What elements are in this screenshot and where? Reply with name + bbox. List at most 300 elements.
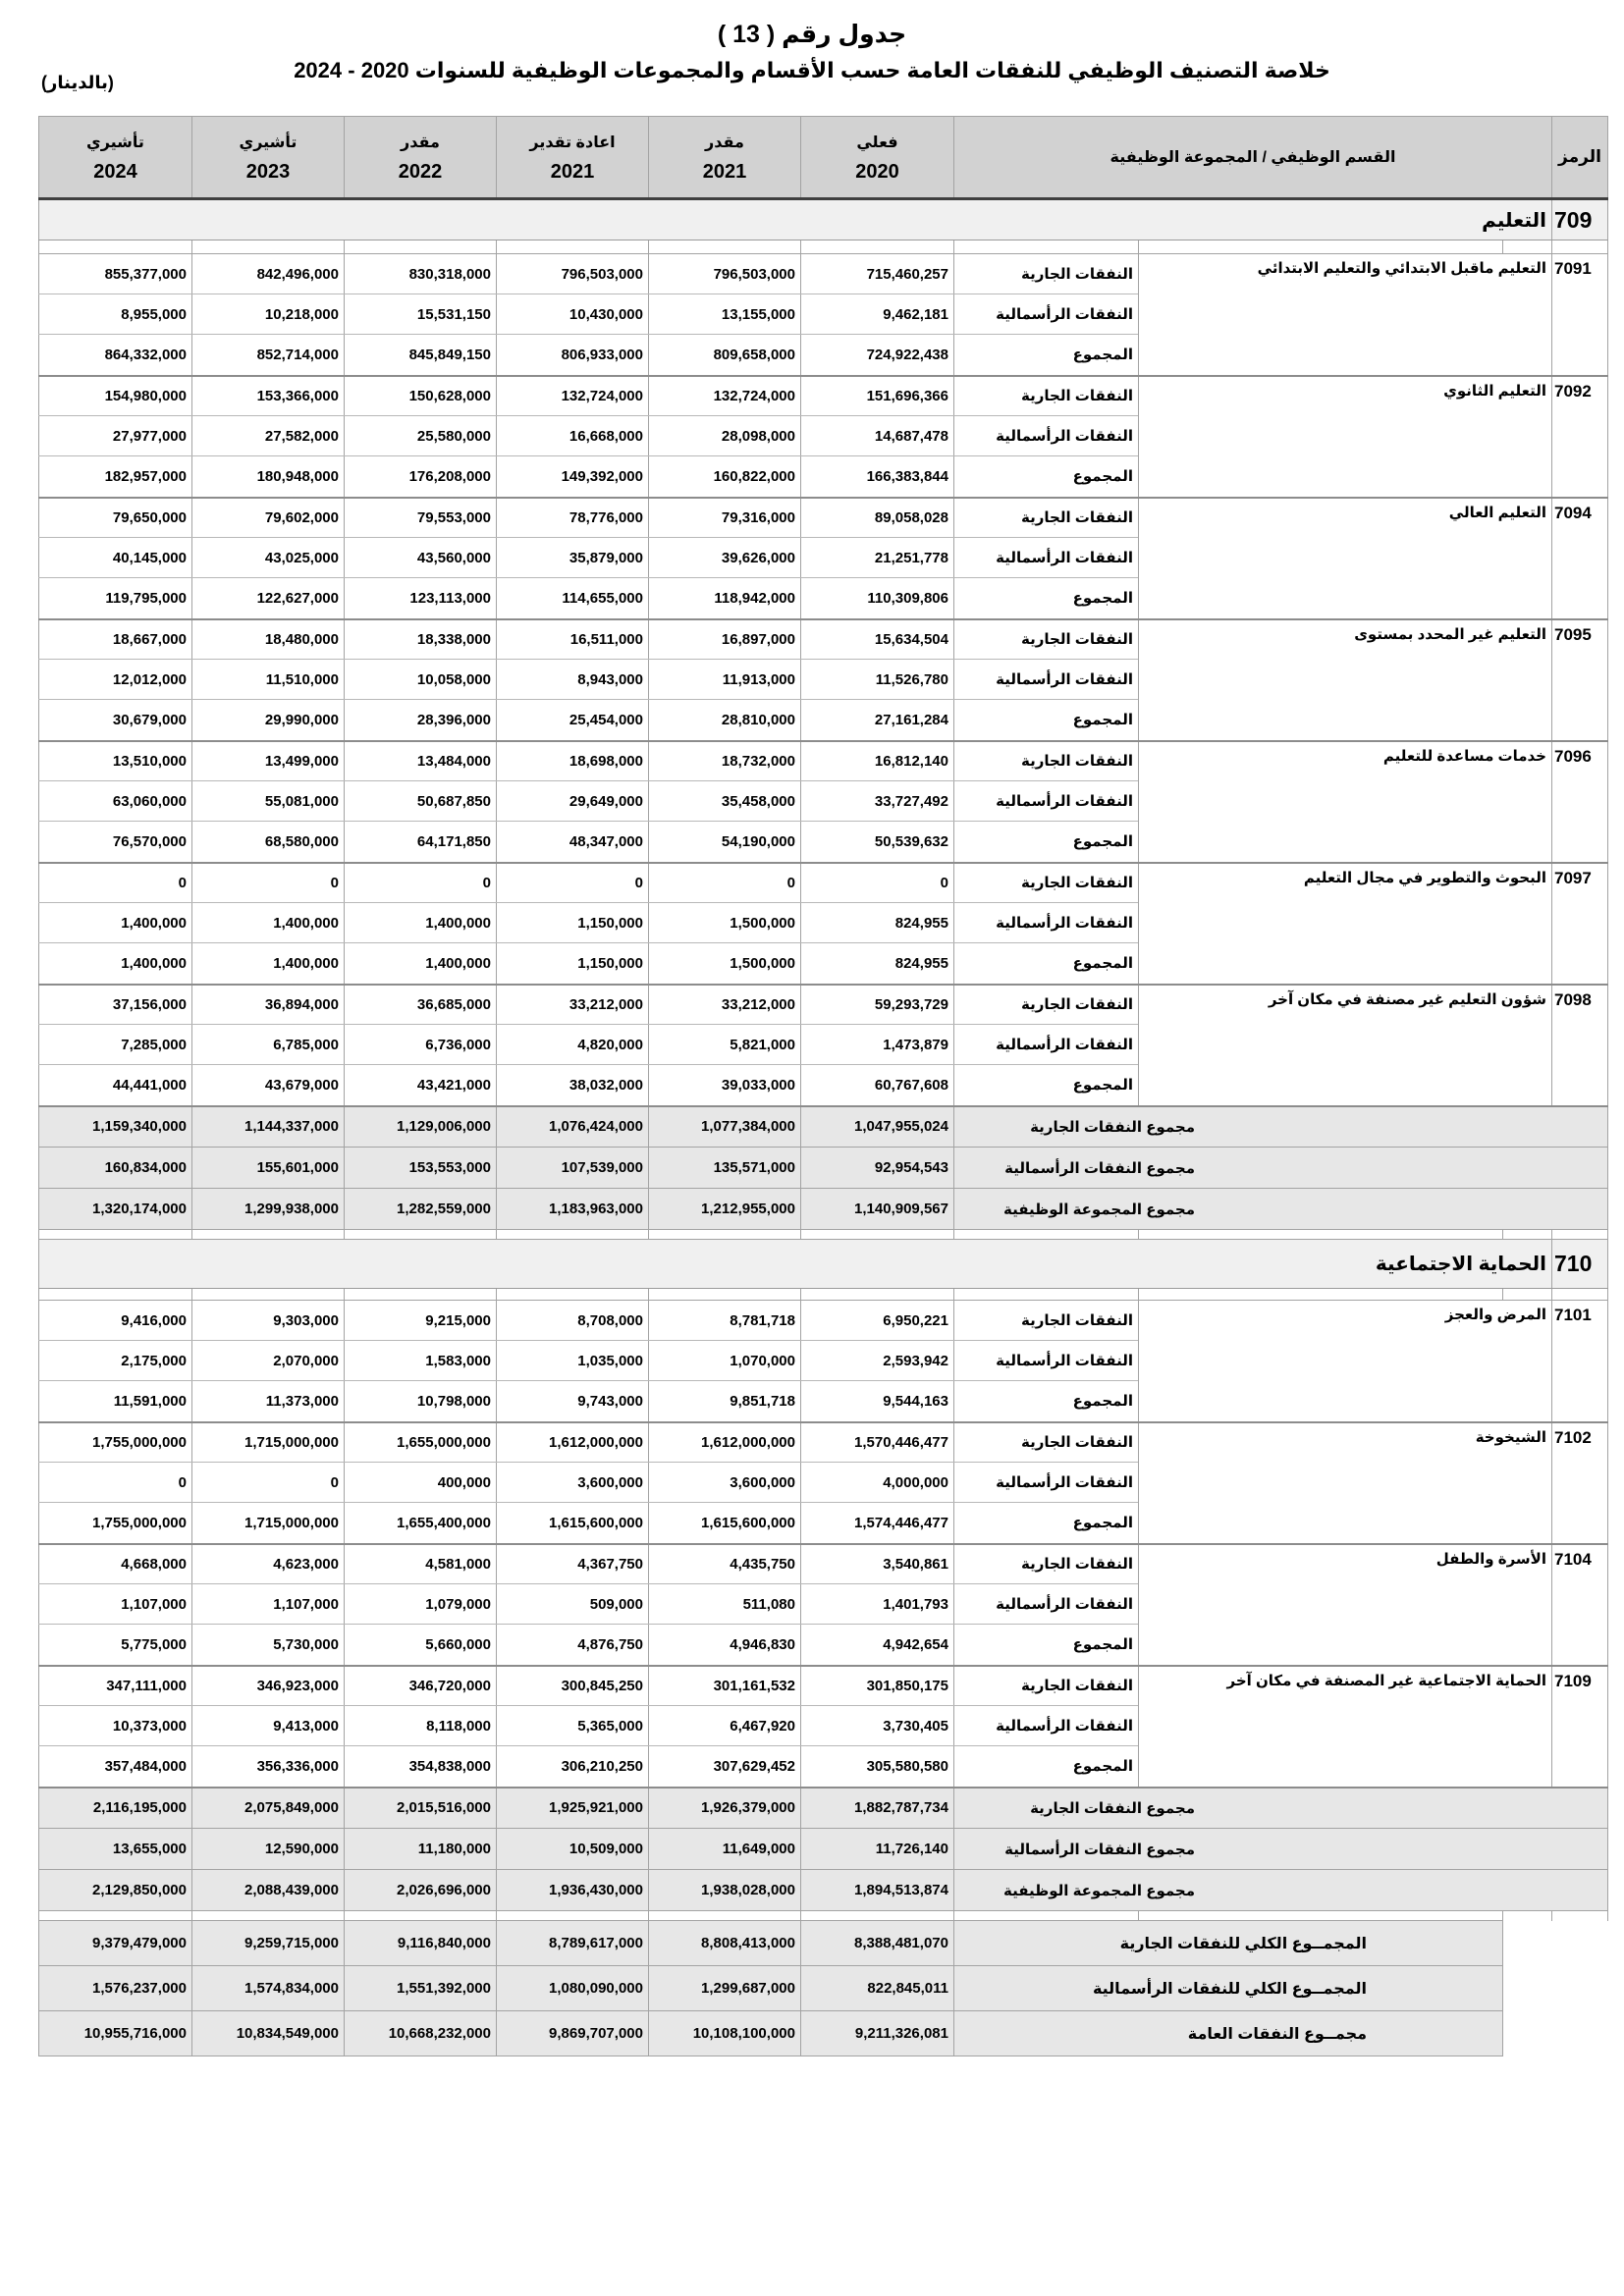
value-cell: 9,869,707,000 <box>496 2011 648 2056</box>
value-cell: 13,499,000 <box>191 741 344 781</box>
value-cell: 10,373,000 <box>38 1706 191 1746</box>
section-name: الحماية الاجتماعية <box>38 1240 1551 1289</box>
value-cell: 301,161,532 <box>648 1666 800 1706</box>
spacer-cell <box>496 1289 648 1301</box>
value-cell: 11,649,000 <box>648 1829 800 1870</box>
ghost-cell <box>1503 2011 1608 2056</box>
value-cell: 1,400,000 <box>38 903 191 943</box>
value-cell: 155,601,000 <box>191 1148 344 1189</box>
table-header <box>38 117 1607 199</box>
value-cell: 5,775,000 <box>38 1625 191 1666</box>
value-cell: 36,894,000 <box>191 985 344 1025</box>
value-cell: 0 <box>344 863 496 903</box>
spacer-cell <box>648 1911 800 1921</box>
value-cell: 132,724,000 <box>496 376 648 416</box>
value-cell: 36,685,000 <box>344 985 496 1025</box>
value-cell: 1,140,909,567 <box>800 1189 953 1230</box>
value-cell: 154,980,000 <box>38 376 191 416</box>
value-cell: 11,180,000 <box>344 1829 496 1870</box>
value-cell: 2,088,439,000 <box>191 1870 344 1911</box>
spacer-cell <box>800 1911 953 1921</box>
value-cell: 1,715,000,000 <box>191 1422 344 1463</box>
value-cell: 92,954,543 <box>800 1148 953 1189</box>
spacer-cell <box>191 1289 344 1301</box>
value-cell: 4,435,750 <box>648 1544 800 1584</box>
value-cell: 16,511,000 <box>496 619 648 660</box>
value-cell: 0 <box>496 863 648 903</box>
value-cell: 118,942,000 <box>648 578 800 619</box>
value-cell: 10,108,100,000 <box>648 2011 800 2056</box>
value-cell: 842,496,000 <box>191 254 344 294</box>
value-cell: 1,925,921,000 <box>496 1788 648 1829</box>
value-cell: 166,383,844 <box>800 456 953 498</box>
value-cell: 9,743,000 <box>496 1381 648 1422</box>
expense-type-label: المجموع <box>953 1065 1138 1106</box>
grand-total-row <box>38 2011 1607 2056</box>
grand-total-row <box>38 1921 1607 1966</box>
value-cell: 135,571,000 <box>648 1148 800 1189</box>
spacer-row <box>38 1230 1607 1240</box>
value-cell: 160,834,000 <box>38 1148 191 1189</box>
value-cell: 29,990,000 <box>191 700 344 741</box>
value-cell: 27,977,000 <box>38 416 191 456</box>
group-name: التعليم العالي <box>1139 498 1552 619</box>
value-cell: 1,926,379,000 <box>648 1788 800 1829</box>
section-total-row <box>38 1189 1607 1230</box>
spacer-cell <box>648 1230 800 1240</box>
value-cell: 305,580,580 <box>800 1746 953 1788</box>
section-total-label: مجموع المجموعة الوظيفية <box>953 1870 1607 1911</box>
group-row-current <box>38 376 1607 416</box>
col-header-actual-2020: فعلي 2020 <box>800 117 953 199</box>
value-cell: 0 <box>38 863 191 903</box>
value-cell: 35,879,000 <box>496 538 648 578</box>
value-cell: 4,820,000 <box>496 1025 648 1065</box>
value-cell: 2,075,849,000 <box>191 1788 344 1829</box>
grand-total-row <box>38 1966 1607 2011</box>
value-cell: 132,724,000 <box>648 376 800 416</box>
spacer-cell <box>953 240 1138 254</box>
group-name: الحماية الاجتماعية غير المصنفة في مكان آخر <box>1139 1666 1552 1788</box>
value-cell: 11,726,140 <box>800 1829 953 1870</box>
group-row-current <box>38 863 1607 903</box>
value-cell: 13,655,000 <box>38 1829 191 1870</box>
value-cell: 39,626,000 <box>648 538 800 578</box>
value-cell: 4,000,000 <box>800 1463 953 1503</box>
group-code: 7101 <box>1552 1301 1608 1422</box>
value-cell: 357,484,000 <box>38 1746 191 1788</box>
expense-type-label: النفقات الرأسمالية <box>953 538 1138 578</box>
spacer-cell <box>344 1911 496 1921</box>
expense-type-label: النفقات الجارية <box>953 1422 1138 1463</box>
section-total-label: مجموع النفقات الجارية <box>953 1788 1607 1829</box>
value-cell: 0 <box>38 1463 191 1503</box>
value-cell: 9,211,326,081 <box>800 2011 953 2056</box>
spacer-cell <box>800 240 953 254</box>
value-cell: 13,155,000 <box>648 294 800 335</box>
group-code: 7092 <box>1552 376 1608 498</box>
value-cell: 6,785,000 <box>191 1025 344 1065</box>
spacer-cell <box>800 1230 953 1240</box>
group-row-current <box>38 985 1607 1025</box>
value-cell: 64,171,850 <box>344 822 496 863</box>
value-cell: 1,612,000,000 <box>496 1422 648 1463</box>
value-cell: 5,730,000 <box>191 1625 344 1666</box>
value-cell: 5,821,000 <box>648 1025 800 1065</box>
value-cell: 1,612,000,000 <box>648 1422 800 1463</box>
section-total-label: مجموع النفقات الجارية <box>953 1106 1607 1148</box>
spacer-cell <box>648 240 800 254</box>
value-cell: 18,667,000 <box>38 619 191 660</box>
value-cell: 176,208,000 <box>344 456 496 498</box>
value-cell: 8,789,617,000 <box>496 1921 648 1966</box>
value-cell: 1,938,028,000 <box>648 1870 800 1911</box>
value-cell: 5,365,000 <box>496 1706 648 1746</box>
value-cell: 110,309,806 <box>800 578 953 619</box>
value-cell: 79,650,000 <box>38 498 191 538</box>
value-cell: 1,615,600,000 <box>648 1503 800 1544</box>
value-cell: 1,882,787,734 <box>800 1788 953 1829</box>
value-cell: 35,458,000 <box>648 781 800 822</box>
value-cell: 8,781,718 <box>648 1301 800 1341</box>
value-cell: 16,668,000 <box>496 416 648 456</box>
value-cell: 18,698,000 <box>496 741 648 781</box>
value-cell: 1,299,938,000 <box>191 1189 344 1230</box>
value-cell: 9,303,000 <box>191 1301 344 1341</box>
value-cell: 809,658,000 <box>648 335 800 376</box>
spacer-cell <box>1552 1289 1608 1301</box>
value-cell: 346,720,000 <box>344 1666 496 1706</box>
col-header-reestimate-2021: اعادة تقدير 2021 <box>496 117 648 199</box>
section-total-row <box>38 1788 1607 1829</box>
value-cell: 1,159,340,000 <box>38 1106 191 1148</box>
group-name: شؤون التعليم غير مصنفة في مكان آخر <box>1139 985 1552 1106</box>
expense-type-label: النفقات الرأسمالية <box>953 1584 1138 1625</box>
value-cell: 38,032,000 <box>496 1065 648 1106</box>
value-cell: 1,079,000 <box>344 1584 496 1625</box>
value-cell: 39,033,000 <box>648 1065 800 1106</box>
value-cell: 1,150,000 <box>496 943 648 985</box>
value-cell: 796,503,000 <box>648 254 800 294</box>
value-cell: 1,401,793 <box>800 1584 953 1625</box>
value-cell: 1,570,446,477 <box>800 1422 953 1463</box>
spacer-cell <box>344 240 496 254</box>
value-cell: 18,480,000 <box>191 619 344 660</box>
value-cell: 300,845,250 <box>496 1666 648 1706</box>
spacer-cell <box>953 1230 1138 1240</box>
value-cell: 3,600,000 <box>648 1463 800 1503</box>
expense-type-label: المجموع <box>953 700 1138 741</box>
spacer-cell <box>496 1230 648 1240</box>
spacer-cell <box>191 240 344 254</box>
value-cell: 54,190,000 <box>648 822 800 863</box>
value-cell: 9,413,000 <box>191 1706 344 1746</box>
value-cell: 151,696,366 <box>800 376 953 416</box>
value-cell: 9,462,181 <box>800 294 953 335</box>
ghost-cell <box>1503 1966 1608 2011</box>
value-cell: 1,282,559,000 <box>344 1189 496 1230</box>
value-cell: 301,850,175 <box>800 1666 953 1706</box>
value-cell: 9,416,000 <box>38 1301 191 1341</box>
expense-type-label: المجموع <box>953 1625 1138 1666</box>
group-row-current <box>38 1666 1607 1706</box>
value-cell: 346,923,000 <box>191 1666 344 1706</box>
expense-type-label: النفقات الرأسمالية <box>953 781 1138 822</box>
expense-type-label: النفقات الجارية <box>953 741 1138 781</box>
expense-type-label: النفقات الرأسمالية <box>953 1341 1138 1381</box>
value-cell: 11,913,000 <box>648 660 800 700</box>
value-cell: 48,347,000 <box>496 822 648 863</box>
spacer-cell <box>191 1911 344 1921</box>
spacer-cell <box>1552 240 1608 254</box>
section-total-row <box>38 1106 1607 1148</box>
value-cell: 724,922,438 <box>800 335 953 376</box>
value-cell: 852,714,000 <box>191 335 344 376</box>
value-cell: 1,212,955,000 <box>648 1189 800 1230</box>
spacer-cell <box>1552 1230 1608 1240</box>
value-cell: 79,602,000 <box>191 498 344 538</box>
spacer-cell <box>1139 1230 1503 1240</box>
spacer-cell <box>648 1289 800 1301</box>
group-name: التعليم الثانوي <box>1139 376 1552 498</box>
value-cell: 28,810,000 <box>648 700 800 741</box>
value-cell: 21,251,778 <box>800 538 953 578</box>
value-cell: 4,876,750 <box>496 1625 648 1666</box>
page-title: جدول رقم ( 13 ) <box>717 21 907 48</box>
spacer-cell <box>38 240 191 254</box>
value-cell: 180,948,000 <box>191 456 344 498</box>
spacer-cell <box>496 240 648 254</box>
value-cell: 11,373,000 <box>191 1381 344 1422</box>
spacer-cell <box>344 1289 496 1301</box>
value-cell: 1,576,237,000 <box>38 1966 191 2011</box>
spacer-cell <box>38 1289 191 1301</box>
spacer-cell <box>1503 1230 1552 1240</box>
value-cell: 306,210,250 <box>496 1746 648 1788</box>
value-cell: 2,015,516,000 <box>344 1788 496 1829</box>
value-cell: 10,798,000 <box>344 1381 496 1422</box>
value-cell: 824,955 <box>800 943 953 985</box>
col-header-estimated-2022: مقدر 2022 <box>344 117 496 199</box>
value-cell: 13,510,000 <box>38 741 191 781</box>
value-cell: 822,845,011 <box>800 1966 953 2011</box>
value-cell: 1,077,384,000 <box>648 1106 800 1148</box>
value-cell: 6,950,221 <box>800 1301 953 1341</box>
group-name: البحوث والتطوير في مجال التعليم <box>1139 863 1552 985</box>
value-cell: 28,396,000 <box>344 700 496 741</box>
expense-type-label: المجموع <box>953 1381 1138 1422</box>
expense-type-label: المجموع <box>953 578 1138 619</box>
value-cell: 2,593,942 <box>800 1341 953 1381</box>
group-code: 7097 <box>1552 863 1608 985</box>
value-cell: 1,574,834,000 <box>191 1966 344 2011</box>
value-cell: 3,540,861 <box>800 1544 953 1584</box>
value-cell: 8,118,000 <box>344 1706 496 1746</box>
value-cell: 150,628,000 <box>344 376 496 416</box>
value-cell: 43,560,000 <box>344 538 496 578</box>
value-cell: 347,111,000 <box>38 1666 191 1706</box>
expense-type-label: المجموع <box>953 335 1138 376</box>
group-row-current <box>38 1422 1607 1463</box>
value-cell: 114,655,000 <box>496 578 648 619</box>
value-cell: 33,212,000 <box>648 985 800 1025</box>
value-cell: 123,113,000 <box>344 578 496 619</box>
value-cell: 1,320,174,000 <box>38 1189 191 1230</box>
value-cell: 27,582,000 <box>191 416 344 456</box>
value-cell: 400,000 <box>344 1463 496 1503</box>
group-row-current <box>38 498 1607 538</box>
value-cell: 11,526,780 <box>800 660 953 700</box>
value-cell: 1,150,000 <box>496 903 648 943</box>
expense-type-label: النفقات الرأسمالية <box>953 1025 1138 1065</box>
value-cell: 824,955 <box>800 903 953 943</box>
expense-type-label: النفقات الجارية <box>953 863 1138 903</box>
spacer-cell <box>38 1911 191 1921</box>
value-cell: 119,795,000 <box>38 578 191 619</box>
value-cell: 1,144,337,000 <box>191 1106 344 1148</box>
spacer-cell <box>1139 240 1503 254</box>
value-cell: 1,574,446,477 <box>800 1503 953 1544</box>
grand-total-label: المجمــوع الكلي للنفقات الجارية <box>953 1921 1502 1966</box>
spacer-cell <box>38 1230 191 1240</box>
expense-type-label: المجموع <box>953 1503 1138 1544</box>
value-cell: 14,687,478 <box>800 416 953 456</box>
value-cell: 1,500,000 <box>648 903 800 943</box>
grand-total-label: مجمــوع النفقات العامة <box>953 2011 1502 2056</box>
spacer-cell <box>1503 1911 1552 1921</box>
value-cell: 2,116,195,000 <box>38 1788 191 1829</box>
group-code: 7098 <box>1552 985 1608 1106</box>
value-cell: 354,838,000 <box>344 1746 496 1788</box>
value-cell: 50,539,632 <box>800 822 953 863</box>
expense-type-label: المجموع <box>953 943 1138 985</box>
expense-type-label: النفقات الرأسمالية <box>953 294 1138 335</box>
expense-type-label: النفقات الرأسمالية <box>953 1463 1138 1503</box>
value-cell: 796,503,000 <box>496 254 648 294</box>
value-cell: 4,942,654 <box>800 1625 953 1666</box>
section-total-row <box>38 1148 1607 1189</box>
value-cell: 40,145,000 <box>38 538 191 578</box>
group-name: الشيخوخة <box>1139 1422 1552 1544</box>
value-cell: 7,285,000 <box>38 1025 191 1065</box>
value-cell: 8,708,000 <box>496 1301 648 1341</box>
value-cell: 8,943,000 <box>496 660 648 700</box>
value-cell: 715,460,257 <box>800 254 953 294</box>
value-cell: 55,081,000 <box>191 781 344 822</box>
expense-type-label: المجموع <box>953 456 1138 498</box>
group-name: خدمات مساعدة للتعليم <box>1139 741 1552 863</box>
group-row-current <box>38 1544 1607 1584</box>
section-band-row <box>38 199 1607 240</box>
expense-type-label: النفقات الجارية <box>953 619 1138 660</box>
group-name: المرض والعجز <box>1139 1301 1552 1422</box>
value-cell: 830,318,000 <box>344 254 496 294</box>
section-total-label: مجموع النفقات الرأسمالية <box>953 1148 1607 1189</box>
value-cell: 10,058,000 <box>344 660 496 700</box>
value-cell: 44,441,000 <box>38 1065 191 1106</box>
value-cell: 107,539,000 <box>496 1148 648 1189</box>
expense-type-label: النفقات الرأسمالية <box>953 660 1138 700</box>
value-cell: 0 <box>191 1463 344 1503</box>
value-cell: 1,183,963,000 <box>496 1189 648 1230</box>
value-cell: 43,421,000 <box>344 1065 496 1106</box>
spacer-cell <box>1139 1911 1503 1921</box>
value-cell: 1,400,000 <box>191 943 344 985</box>
value-cell: 10,218,000 <box>191 294 344 335</box>
expense-type-label: النفقات الجارية <box>953 1301 1138 1341</box>
group-code: 7095 <box>1552 619 1608 741</box>
page-subtitle: خلاصة التصنيف الوظيفي للنفقات العامة حسب الأقسام والمجموعات الوظيفية للسنوات 2020 - 2024 <box>294 58 1330 82</box>
value-cell: 89,058,028 <box>800 498 953 538</box>
value-cell: 9,215,000 <box>344 1301 496 1341</box>
value-cell: 43,679,000 <box>191 1065 344 1106</box>
value-cell: 806,933,000 <box>496 335 648 376</box>
group-row-current <box>38 254 1607 294</box>
value-cell: 1,755,000,000 <box>38 1503 191 1544</box>
value-cell: 356,336,000 <box>191 1746 344 1788</box>
value-cell: 2,129,850,000 <box>38 1870 191 1911</box>
group-row-current <box>38 619 1607 660</box>
value-cell: 1,583,000 <box>344 1341 496 1381</box>
value-cell: 1,894,513,874 <box>800 1870 953 1911</box>
value-cell: 1,655,000,000 <box>344 1422 496 1463</box>
group-row-current <box>38 741 1607 781</box>
col-header-code: الرمز <box>1552 117 1608 199</box>
value-cell: 10,668,232,000 <box>344 2011 496 2056</box>
value-cell: 78,776,000 <box>496 498 648 538</box>
value-cell: 4,581,000 <box>344 1544 496 1584</box>
spacer-cell <box>1503 240 1552 254</box>
section-total-row <box>38 1829 1607 1870</box>
value-cell: 33,212,000 <box>496 985 648 1025</box>
value-cell: 1,400,000 <box>344 943 496 985</box>
value-cell: 10,955,716,000 <box>38 2011 191 2056</box>
value-cell: 33,727,492 <box>800 781 953 822</box>
value-cell: 1,107,000 <box>191 1584 344 1625</box>
value-cell: 1,473,879 <box>800 1025 953 1065</box>
value-cell: 9,259,715,000 <box>191 1921 344 1966</box>
value-cell: 10,430,000 <box>496 294 648 335</box>
value-cell: 9,116,840,000 <box>344 1921 496 1966</box>
value-cell: 307,629,452 <box>648 1746 800 1788</box>
value-cell: 8,388,481,070 <box>800 1921 953 1966</box>
value-cell: 149,392,000 <box>496 456 648 498</box>
ghost-cell <box>1503 1921 1608 1966</box>
value-cell: 509,000 <box>496 1584 648 1625</box>
value-cell: 37,156,000 <box>38 985 191 1025</box>
value-cell: 16,897,000 <box>648 619 800 660</box>
group-name: التعليم غير المحدد بمستوى <box>1139 619 1552 741</box>
budget-table-body <box>38 199 1607 2056</box>
value-cell: 153,553,000 <box>344 1148 496 1189</box>
value-cell: 1,299,687,000 <box>648 1966 800 2011</box>
value-cell: 28,098,000 <box>648 416 800 456</box>
value-cell: 25,580,000 <box>344 416 496 456</box>
value-cell: 1,076,424,000 <box>496 1106 648 1148</box>
value-cell: 1,080,090,000 <box>496 1966 648 2011</box>
value-cell: 79,316,000 <box>648 498 800 538</box>
section-total-label: مجموع المجموعة الوظيفية <box>953 1189 1607 1230</box>
spacer-row <box>38 1911 1607 1921</box>
value-cell: 1,615,600,000 <box>496 1503 648 1544</box>
spacer-cell <box>191 1230 344 1240</box>
expense-type-label: النفقات الجارية <box>953 1544 1138 1584</box>
value-cell: 10,834,549,000 <box>191 2011 344 2056</box>
value-cell: 1,047,955,024 <box>800 1106 953 1148</box>
value-cell: 43,025,000 <box>191 538 344 578</box>
value-cell: 1,107,000 <box>38 1584 191 1625</box>
budget-table <box>38 116 1608 2056</box>
